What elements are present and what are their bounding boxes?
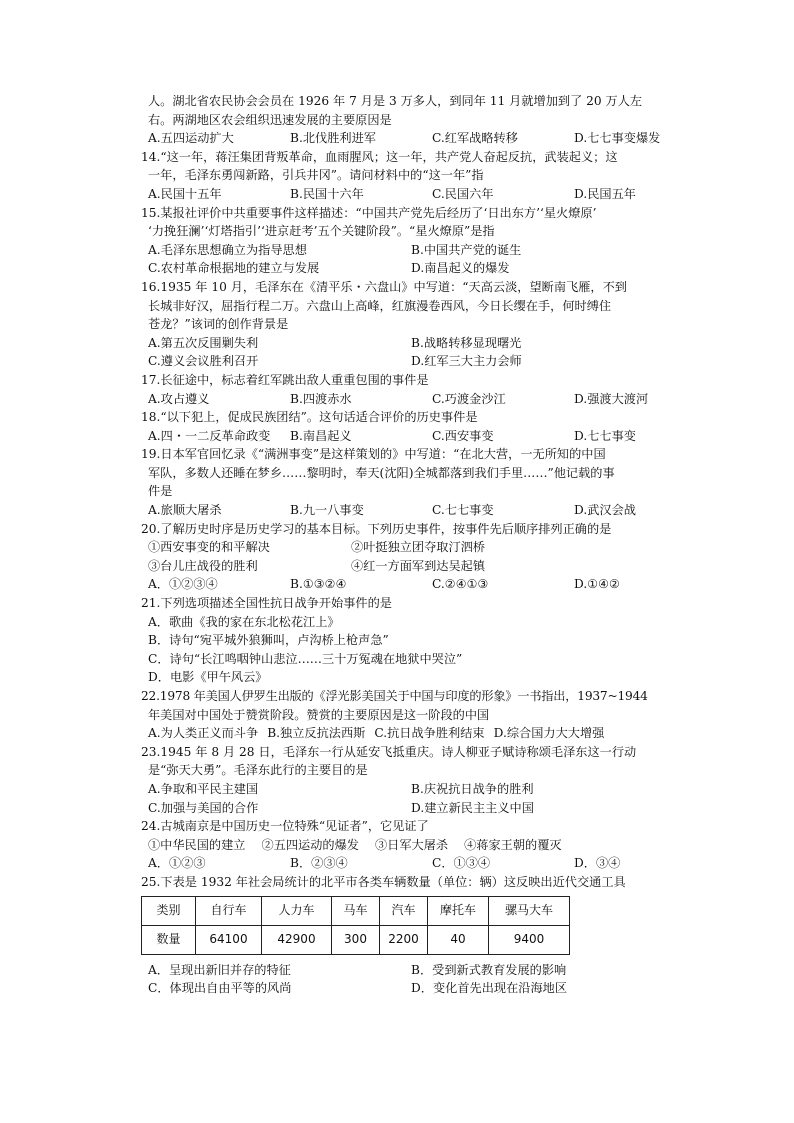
q18-option-c: C.西安事变	[432, 428, 494, 443]
q25-option-a: A．呈现出新旧并存的特征	[148, 962, 291, 977]
q22-stem-2: 年美国对中国处于赞赏阶段。赞赏的主要原因是这一阶段的中国	[148, 707, 490, 722]
q15-stem-1: 15.某报社评价中共重要事件这样描述：“中国共产党先后经历了‘日出东方’‘星火燎原’	[141, 205, 597, 220]
q24-option-c: C．①③④	[432, 856, 491, 871]
q25-option-b: B．受到新式教育发展的影响	[411, 962, 567, 977]
q23-option-a: A.争取和平民主建国	[148, 781, 259, 796]
q25-option-c: C．体现出自由平等的风尚	[148, 981, 292, 996]
q17-option-c: C.巧渡金沙江	[432, 391, 506, 406]
q20-stem-1: 20.了解历史时序是历史学习的基本目标。下列历史事件，按事件先后顺序排列正确的是	[141, 521, 612, 536]
table-header-cell: 马车	[332, 896, 380, 925]
q13-text-1: 人。湖北省农民协会会员在 1926 年 7 月是 3 万多人，到同年 11 月就增加到了 20 万人左	[148, 94, 643, 108]
q16-option-b: B.战略转移显现曙光	[411, 335, 522, 350]
q20-item-1: ①西安事变的和平解决	[148, 540, 270, 555]
q22-option-d: D.综合国力大大增强	[493, 726, 605, 741]
q18-stem-1: 18.“以下犯上，促成民族团结”。这句话适合评价的历史事件是	[141, 410, 478, 425]
q20-items-row1	[141, 538, 681, 557]
q24-item-3: ③日军大屠杀	[375, 837, 449, 852]
q16-stem-2: 长城非好汉，屈指行程二万。六盘山上高峰，红旗漫卷西风，今日长缨在手，何时缚住	[148, 298, 612, 313]
q20-items-row2	[141, 557, 681, 576]
q24-option-a: A．①②③	[148, 856, 206, 871]
q14-stem-2: 一年，毛泽东勇闯新路，引兵井冈”。请问材料中的“这一年”指	[148, 168, 484, 183]
q25-stem-1: 25.下表是 1932 年社会局统计的北平市各类车辆数量（单位：辆）这反映出近代交通工具	[141, 874, 626, 889]
table-row	[142, 925, 570, 954]
q24-items	[141, 836, 681, 855]
q20-item-4: ④红一方面军到达吴起镇	[351, 558, 486, 573]
q22-option-c: C.抗日战争胜利结束	[374, 726, 485, 741]
q22-stem-1: 22.1978 年美国人伊罗生出版的《浮光影美国关于中国与印度的形象》一书指出，1937~1944	[141, 689, 648, 703]
table-header-cell: 摩托车	[428, 896, 489, 925]
q16-stem-1: 16.1935 年 10 月，毛泽东在《清平乐・六盘山》中写道：“天高云淡，望断南飞雁，不到	[141, 279, 627, 294]
q19-stem-3: 件是	[148, 484, 173, 499]
q17-option-b: B.四渡赤水	[290, 391, 352, 406]
table-header-cell: 人力车	[262, 896, 332, 925]
q24-option-d: D．③④	[574, 856, 621, 871]
q18-option-d: D.七七事变	[574, 428, 636, 443]
q19-option-d: D.武汉会战	[574, 503, 636, 518]
q14-option-a: A.民国十五年	[148, 186, 222, 201]
q17-options	[141, 390, 681, 409]
q15-option-c: C.农村革命根据地的建立与发展	[148, 261, 320, 276]
q14-options	[141, 185, 681, 204]
q24-option-b: B．②③④	[290, 856, 348, 871]
q13-option-d: D.七七事变爆发	[574, 131, 661, 146]
q23-options-row2	[141, 799, 681, 818]
q23-stem-1: 23.1945 年 8 月 28 日，毛泽东一行从延安飞抵重庆。诗人柳亚子赋诗称颂毛泽东这一行动	[141, 744, 637, 759]
q25-options-row2	[141, 979, 681, 998]
q21-option-b: B．诗句“宛平城外狼狮叫，卢沟桥上枪声急”	[148, 633, 389, 648]
q18-option-b: B.南昌起义	[290, 428, 352, 443]
q21-option-a: A．歌曲《我的家在东北松花江上》	[148, 614, 340, 629]
table-cell: 2200	[380, 925, 428, 954]
table-cell: 9400	[489, 925, 570, 954]
q20-item-3: ③台儿庄战役的胜利	[148, 558, 258, 573]
q20-option-b: B.①③②④	[290, 577, 347, 592]
q13-options	[141, 129, 681, 148]
q17-option-d: D.强渡大渡河	[574, 391, 649, 406]
q24-item-4: ④蒋家王朝的覆灭	[464, 837, 562, 852]
q25-options-row1	[141, 961, 681, 980]
q13-text-2: 右。两湖地区农会组织迅速发展的主要原因是	[148, 112, 392, 127]
q20-options	[141, 575, 681, 594]
table-cell: 40	[428, 925, 489, 954]
q13-option-b: B.北伐胜利进军	[290, 131, 376, 146]
q19-stem-1: 19.日本军官回忆录《“满洲事变”是这样策划的》中写道：“在北大营，一无所知的中国	[141, 447, 606, 462]
q14-option-d: D.民国五年	[574, 186, 636, 201]
q18-options	[141, 427, 681, 446]
table-header-row	[142, 896, 570, 925]
q18-option-a: A.四・一二反革命政变	[148, 428, 271, 443]
q25-option-d: D．变化首先出现在沿海地区	[411, 981, 568, 996]
table-header-cell: 汽车	[380, 896, 428, 925]
q23-option-d: D.建立新民主主义中国	[411, 800, 534, 815]
q19-options	[141, 501, 681, 520]
q16-option-c: C.遵义会议胜利召开	[148, 354, 259, 369]
q15-option-b: B.中国共产党的诞生	[411, 242, 522, 257]
q19-option-b: B.九一八事变	[290, 503, 364, 518]
q20-option-d: D.①④②	[574, 577, 620, 592]
q15-options-row1	[141, 241, 681, 260]
q19-option-a: A.旅顺大屠杀	[148, 503, 222, 518]
q23-option-c: C.加强与美国的合作	[148, 800, 259, 815]
q22-option-b: B.独立反抗法西斯	[267, 726, 366, 741]
q14-option-b: B.民国十六年	[290, 186, 364, 201]
exam-page	[141, 92, 681, 998]
q15-options-row2	[141, 259, 681, 278]
q16-option-a: A.第五次反围剿失利	[148, 335, 259, 350]
q24-item-2: ②五四运动的爆发	[261, 837, 359, 852]
q24-options	[141, 854, 681, 873]
q13-option-c: C.红军战略转移	[432, 131, 518, 146]
q16-options-row2	[141, 352, 681, 371]
q17-option-a: A.攻占遵义	[148, 391, 210, 406]
q24-item-1: ①中华民国的建立	[148, 837, 246, 852]
q13-option-a: A.五四运动扩大	[148, 131, 234, 146]
table-cell: 64100	[196, 925, 262, 954]
q20-option-c: C.②④①③	[432, 577, 489, 592]
q16-option-d: D.红军三大主力会师	[411, 354, 522, 369]
q21-option-d: D．电影《甲午风云》	[148, 670, 268, 685]
q21-option-c: C．诗句“长江鸣咽钟山悲泣……三十万冤魂在地狱中哭泣”	[148, 651, 463, 666]
q23-options-row1	[141, 780, 681, 799]
table-cell: 42900	[262, 925, 332, 954]
q24-stem-1: 24.古城南京是中国历史一位特殊“见证者”，它见证了	[141, 819, 429, 834]
q14-option-c: C.民国六年	[432, 186, 494, 201]
q22-options	[141, 724, 681, 743]
table-header-cell: 自行车	[196, 896, 262, 925]
q16-stem-3: 苍龙？”该词的创作背景是	[148, 317, 289, 332]
q23-stem-2: 是“弥天大勇”。毛泽东此行的主要目的是	[148, 763, 368, 778]
table-cell: 数量	[142, 925, 196, 954]
q19-stem-2: 军队，多数人还睡在梦乡……黎明时，奉天(沈阳)全城都落到我们手里……”他记载的事	[148, 465, 615, 480]
vehicle-table	[141, 896, 570, 955]
table-cell: 300	[332, 925, 380, 954]
q15-option-a: A.毛泽东思想确立为指导思想	[148, 242, 307, 257]
q23-option-b: B.庆祝抗日战争的胜利	[411, 781, 534, 796]
q21-stem-1: 21.下列选项描述全国性抗日战争开始事件的是	[141, 596, 392, 611]
table-header-cell: 骡马大车	[489, 896, 570, 925]
q14-stem-1: 14.“这一年，蒋汪集团背叛革命，血雨腥风；这一年，共产党人奋起反抗，武装起义；这	[141, 149, 618, 164]
q22-option-a: A.为人类正义而斗争	[148, 726, 259, 741]
q19-option-c: C.七七事变	[432, 503, 494, 518]
q20-option-a: A．①②③④	[148, 577, 218, 592]
q20-item-2: ②叶挺独立团夺取汀泗桥	[351, 540, 486, 555]
q15-option-d: D.南昌起义的爆发	[411, 261, 510, 276]
q15-stem-2: ‘力挽狂澜’‘灯塔指引’‘进京赶考’五个关键阶段”。“星火燎原”是指	[148, 224, 495, 239]
table-header-cell: 类别	[142, 896, 196, 925]
q16-options-row1	[141, 334, 681, 353]
q17-stem-1: 17.长征途中，标志着红军跳出敌人重重包围的事件是	[141, 372, 429, 387]
